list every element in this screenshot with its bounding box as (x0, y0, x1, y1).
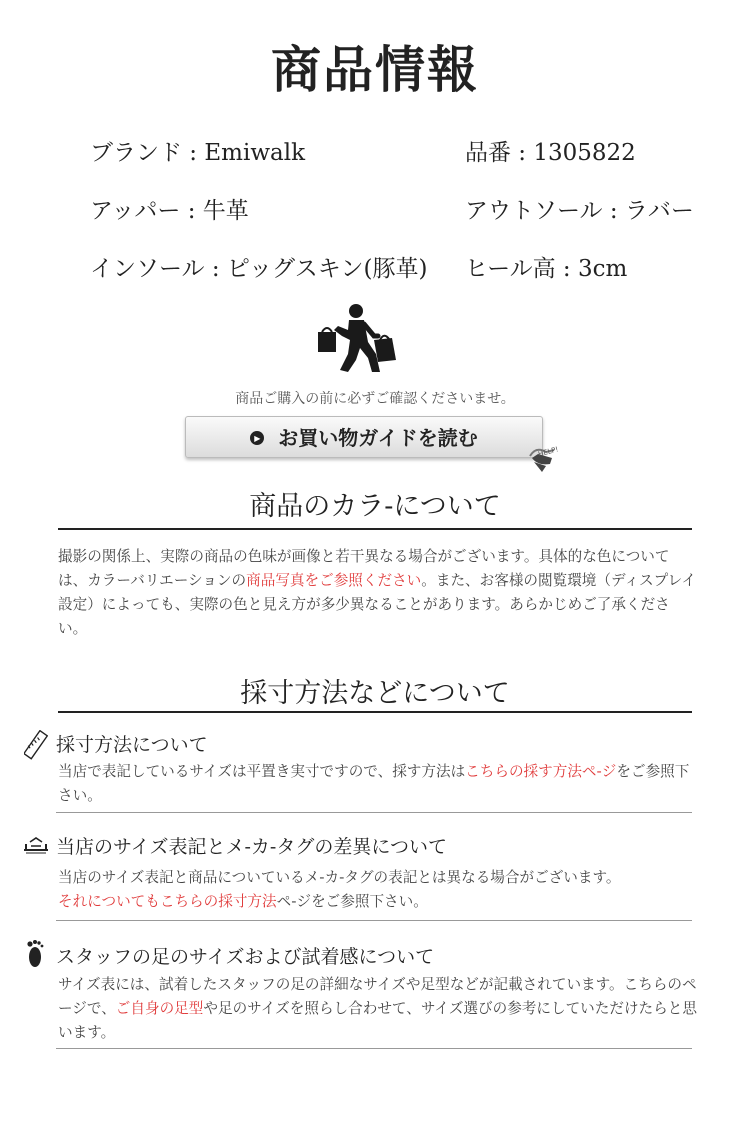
staff-fitting-text (58, 973, 698, 1045)
size-tag-icon (22, 836, 50, 854)
spec-outsole: アウトソール : ラバー (465, 198, 694, 224)
help-hand-icon (528, 440, 568, 474)
staff-fitting-heading: スタッフの足のサイズおよび試着感について (56, 946, 435, 968)
measure-method-text-part-1: 当店で表記しているサイズは平置き実寸ですので、採す方法は (58, 763, 466, 780)
product-photo-link[interactable]: 商品写真をご参照ください (246, 572, 422, 589)
staff-fitting-text-part-2: や足のサイズを照らし合わせて、サイズ選びの参考にしていただけたらと思います。 (58, 1000, 697, 1041)
item-divider (56, 1048, 692, 1049)
measure-section-title: 採寸方法などについて (240, 678, 510, 709)
color-section-divider (58, 528, 692, 530)
measure-method-heading: 採寸方法について (56, 734, 208, 756)
shopping-guide-button[interactable] (185, 416, 543, 458)
item-divider (56, 920, 692, 921)
spec-upper: アッパー : 牛革 (90, 198, 249, 224)
color-section-title: 商品のカラ-について (249, 491, 501, 522)
size-label-measure-link[interactable]: それについてもこちらの採寸方法 (58, 893, 277, 910)
help-sign-text: HELP! (537, 445, 560, 459)
size-label-text-part-2: ペ-ジをご参照下さい。 (276, 893, 428, 910)
own-foot-shape-link[interactable]: ご自身の足型 (115, 1000, 204, 1017)
spec-insole: インソール : ピッグスキン(豚革) (90, 256, 428, 282)
color-text-part-1: 撮影の関係上、実際の商品の色味が画像と若干異なる場合がございます。具体的な色については、カラーバリエーションの (58, 548, 670, 589)
measure-method-text-part-2: をご参照下さい。 (58, 763, 690, 804)
measure-method-text (58, 760, 698, 808)
staff-fitting-text-part-1: サイズ表には、試着したスタッフの足の詳細なサイズや足型などが記載されています。こちらのページで、 (58, 976, 697, 1017)
item-divider (56, 812, 692, 813)
spec-item-number: 品番 : 1305822 (465, 140, 636, 166)
color-text-part-2: 。また、お客様の閲覧環境（ディスプレイ設定）によっても、実際の色と見え方が多少異なることがあります。あらかじめご了承ください。 (58, 572, 697, 637)
measure-section-divider (58, 711, 692, 713)
size-label-difference-text (58, 866, 698, 914)
measure-method-page-link[interactable]: こちらの採す方法ペ-ジ (465, 763, 617, 780)
page-title: 商品情報 (271, 40, 479, 99)
shopping-guide-label: お買い物ガイドを読む (278, 426, 478, 450)
play-icon: ▶ (250, 431, 264, 445)
ruler-icon (24, 730, 48, 760)
size-label-text-part-1: 当店のサイズ表記と商品についているメ-カ-タグの表記とは異なる場合がございます。 (58, 869, 621, 886)
size-label-difference-heading: 当店のサイズ表記とメ-カ-タグの差異について (56, 836, 447, 858)
spec-heel-height: ヒール高 : 3cm (465, 256, 628, 282)
guide-caption: 商品ご購入の前に必ずご確認くださいませ。 (235, 391, 515, 407)
shopper-icon (316, 302, 398, 374)
color-section-text (58, 545, 698, 641)
spec-brand: ブランド : Emiwalk (90, 140, 306, 166)
footprint-icon (24, 938, 46, 968)
